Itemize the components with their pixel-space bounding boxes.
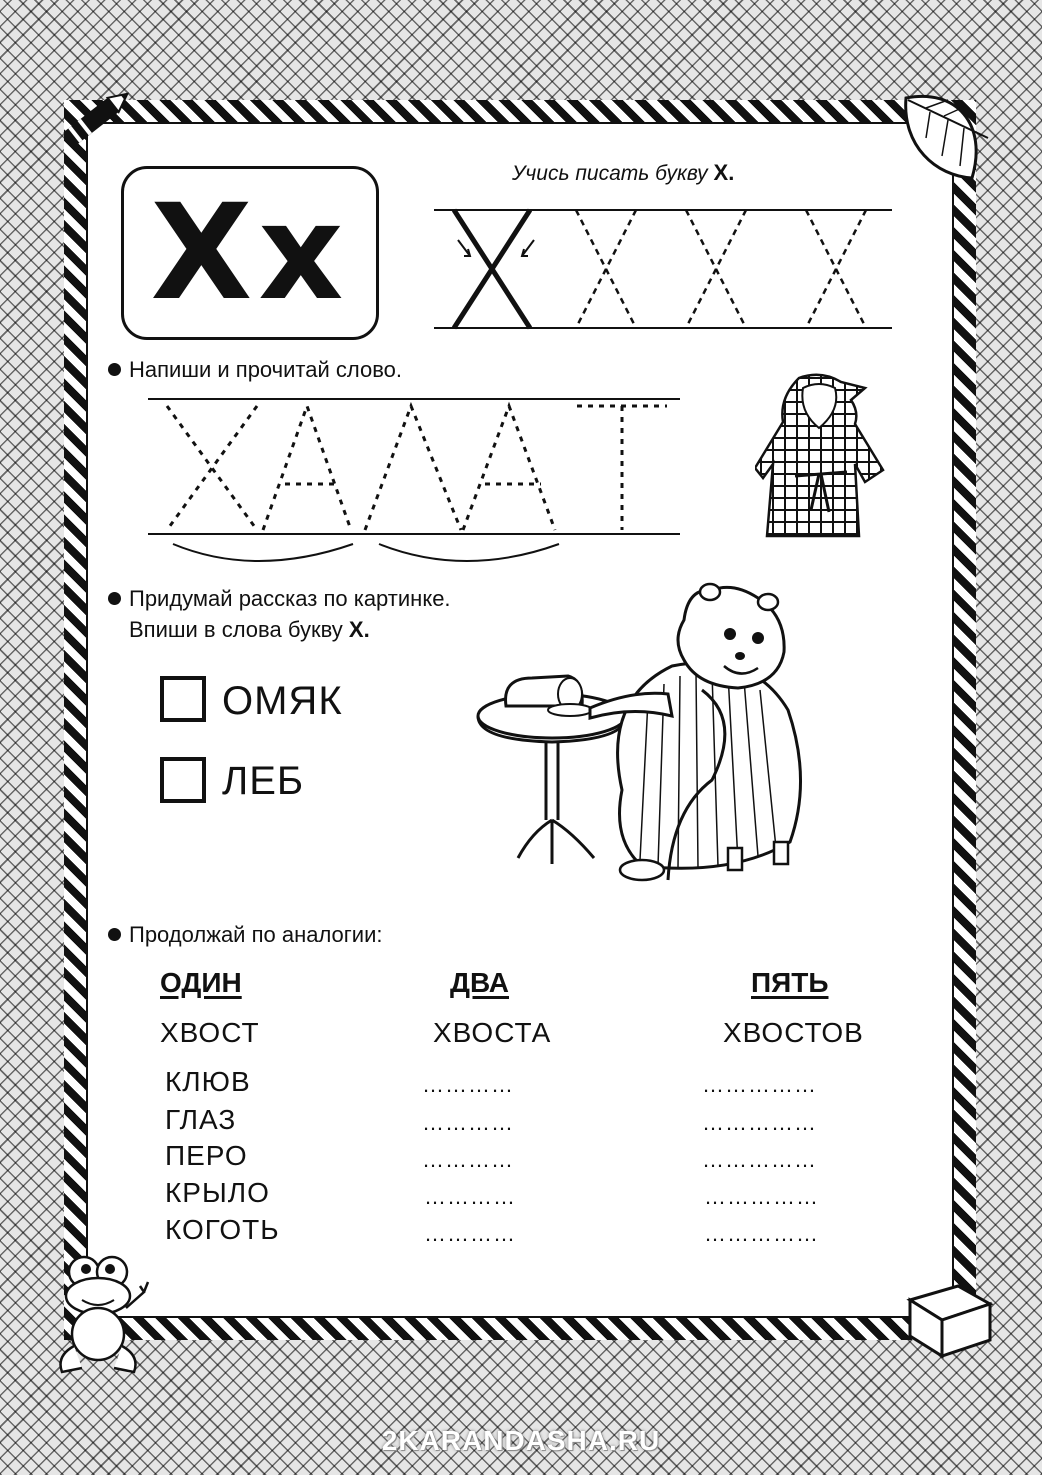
task-analogy — [108, 922, 383, 948]
column-header-two: ДВА — [450, 967, 509, 998]
task-write-word-label: Напиши и прочитай слово. — [129, 357, 403, 382]
example-five: ХВОСТОВ — [723, 1017, 864, 1048]
row-word: КРЫЛО — [165, 1177, 270, 1208]
blank-five[interactable]: …………… — [702, 1072, 817, 1097]
blank-two[interactable]: ………… — [422, 1110, 514, 1135]
example-singular: ХВОСТ — [160, 1017, 260, 1048]
word-tracing-area[interactable] — [145, 392, 685, 572]
missing-letter-word-1: ОМЯК — [222, 679, 343, 723]
bullet-icon — [108, 363, 121, 376]
row-word: КЛЮВ — [165, 1066, 251, 1097]
column-header-one: ОДИН — [160, 967, 242, 998]
bathrobe-icon — [755, 372, 890, 542]
column-header-five: ПЯТЬ — [751, 967, 829, 998]
letter-checkbox-1[interactable] — [160, 676, 206, 722]
task-story — [108, 586, 451, 612]
blank-two[interactable]: ………… — [422, 1147, 514, 1172]
letter-card: Xx — [121, 166, 379, 340]
bullet-icon — [108, 928, 121, 941]
learn-instruction-letter: Х. — [713, 160, 735, 185]
site-watermark: 2KARANDASHA.RU — [381, 1425, 661, 1456]
blank-two[interactable]: ………… — [422, 1072, 514, 1097]
missing-letter-word-2: ЛЕБ — [222, 759, 305, 803]
blank-two[interactable]: ………… — [424, 1184, 516, 1209]
letter-checkbox-2[interactable] — [160, 757, 206, 803]
blank-five[interactable]: …………… — [702, 1147, 817, 1172]
row-word: КОГОТЬ — [165, 1214, 280, 1245]
example-two: ХВОСТА — [433, 1017, 552, 1048]
hamster-illustration — [472, 580, 812, 885]
pencil-icon — [56, 86, 140, 150]
row-word: ГЛАЗ — [165, 1104, 237, 1135]
learn-instruction — [512, 160, 734, 186]
task-story-line2-text: Впиши в слова букву — [129, 617, 343, 642]
task-write-word — [108, 357, 402, 383]
bullet-icon — [108, 592, 121, 605]
cube-icon — [902, 1270, 998, 1362]
blank-five[interactable]: …………… — [704, 1184, 819, 1209]
task-story-line2-letter: Х. — [348, 617, 370, 642]
frog-icon — [48, 1252, 152, 1384]
learn-instruction-text: Учись писать букву — [512, 162, 708, 185]
letter-tracing-row[interactable] — [430, 200, 900, 340]
task-story-line1: Придумай рассказ по картинке. — [129, 586, 451, 611]
blank-five[interactable]: …………… — [702, 1110, 817, 1135]
row-word: ПЕРО — [165, 1140, 248, 1171]
task-story-line2 — [129, 617, 370, 643]
leaf-icon — [896, 84, 996, 190]
task-analogy-label: Продолжай по аналогии: — [129, 922, 383, 947]
blank-two[interactable]: ………… — [424, 1221, 516, 1246]
blank-five[interactable]: …………… — [704, 1221, 819, 1246]
